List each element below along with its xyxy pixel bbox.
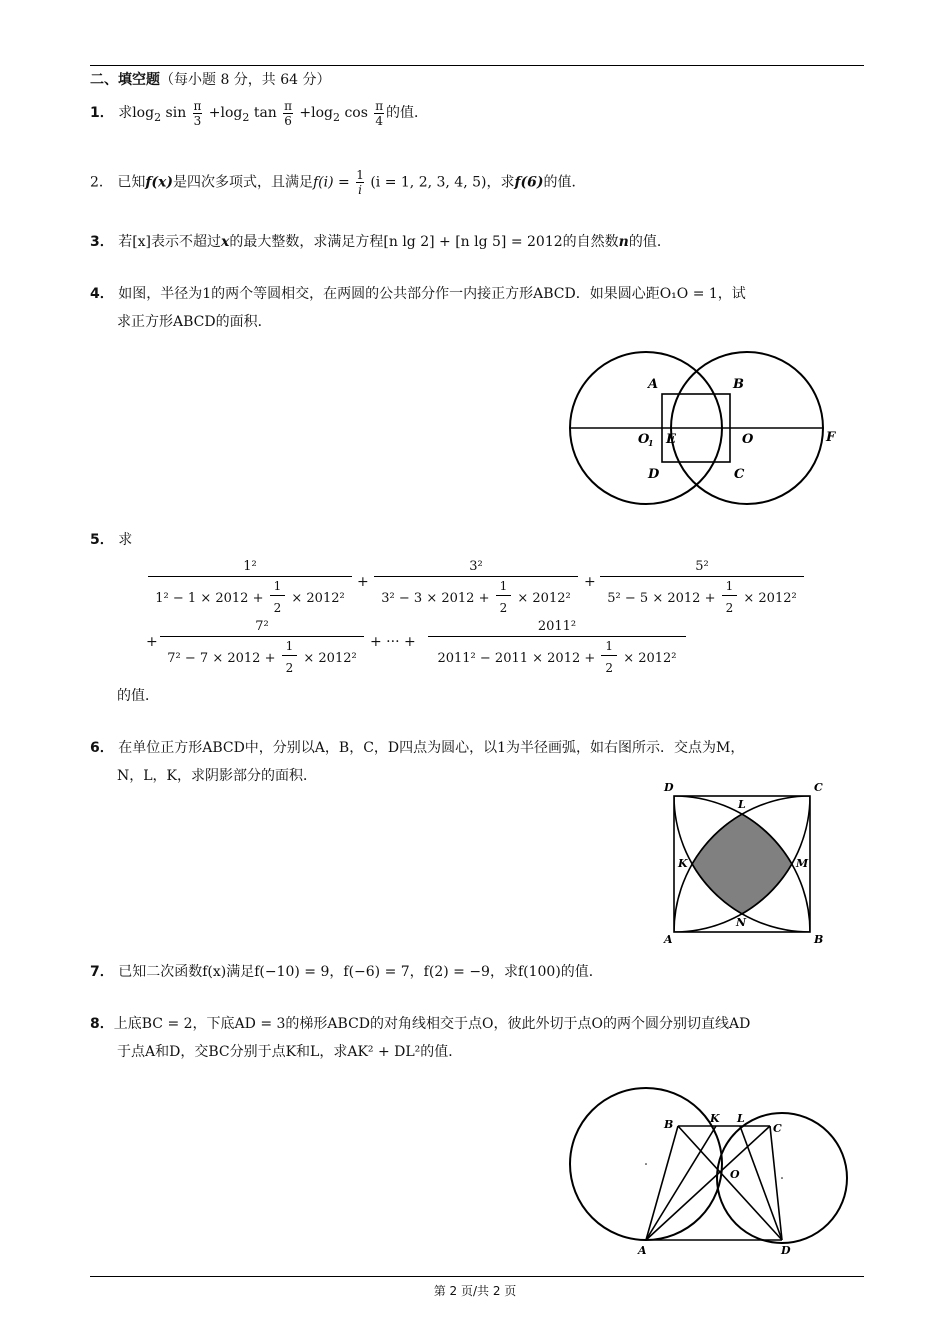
q5-t3-den-b: × 2012²: [517, 591, 571, 606]
half-d: 2: [496, 595, 512, 620]
q4-line-2: 求正方形ABCD的面积．: [117, 314, 272, 330]
q5-term-5: [600, 558, 804, 620]
question-4-cont: [117, 312, 272, 332]
label-c: C: [814, 781, 823, 794]
half-d: 2: [270, 595, 286, 620]
label-n: N: [736, 916, 747, 929]
q2-fx: f(x): [145, 174, 173, 191]
figure-trapezoid-circles: [560, 1086, 860, 1262]
half-n: 1: [725, 579, 734, 593]
q2-f6: f(6): [514, 174, 544, 191]
question-1: [90, 98, 428, 138]
q5-t1-half: [270, 577, 286, 620]
q2-mid: 是四次多项式，且满足: [173, 174, 313, 191]
q5-tn-den-b: × 2012²: [623, 651, 677, 666]
q1-frac-pi-6: [283, 99, 293, 128]
q3-text-c: 的自然数: [562, 234, 619, 250]
q1-cos: cos: [344, 105, 368, 121]
q1-plus-2: +: [299, 105, 312, 121]
q5-t5-half: [722, 577, 738, 620]
q2-pre: 已知: [117, 174, 146, 191]
section-title: 二、填空题: [90, 72, 160, 88]
label-e: E: [666, 432, 676, 447]
half-n: 1: [499, 579, 508, 593]
label-d: D: [648, 467, 660, 482]
half-n: 1: [285, 639, 294, 653]
q2-frac: [356, 168, 364, 197]
label-o: O: [742, 432, 754, 447]
q5-t7-den: [160, 636, 364, 680]
q5-term-3: [374, 558, 578, 620]
q3-text-b: 的最大整数，求满足方程: [229, 234, 384, 250]
label-l: L: [738, 798, 746, 811]
label-d: D: [664, 781, 674, 794]
q5-t3-num: 3²: [469, 559, 483, 574]
q5-pre: 求: [118, 532, 133, 548]
q4-line-1: 如图，半径为1的两个等圆相交，在两圆的公共部分作一内接正方形ABCD．如果圆心距O₁O = 1，试: [118, 286, 746, 302]
center-dot-right: [781, 1177, 783, 1179]
line-ak: [646, 1126, 716, 1240]
line-ac: [646, 1126, 770, 1240]
q3-number: 3．: [90, 234, 114, 250]
question-7: [90, 962, 603, 982]
q1-pi-2: π: [284, 98, 293, 113]
q2-fi: f(i) =: [313, 174, 350, 191]
q3-x: x: [221, 234, 230, 250]
q1-number: 1．: [90, 105, 114, 121]
q5-number: 5．: [90, 532, 114, 548]
label-o: O: [730, 1168, 740, 1181]
q1-den-4: 4: [375, 113, 383, 128]
figure-two-circles: [560, 338, 850, 518]
q1-post: 的值．: [386, 105, 428, 121]
question-2: [90, 168, 586, 204]
label-a: A: [664, 933, 673, 946]
q6-line-2: N，L，K，求阴影部分的面积．: [117, 768, 318, 784]
q5-t7-num: 7²: [255, 619, 269, 634]
q7-text: 已知二次函数f(x)满足f(−10) = 9，f(−6) = 7，f(2) = −9，求f(100)的值．: [118, 964, 603, 980]
q2-number: 2．: [90, 174, 113, 191]
q1-den-3: 3: [193, 113, 202, 128]
q1-frac-pi-4: [374, 99, 384, 128]
q5-t5-num: 5²: [695, 559, 709, 574]
q5-t3-den-a: 3² − 3 × 2012 +: [381, 591, 490, 606]
section-note: （每小题 8 分，共 64 分）: [160, 72, 331, 88]
q5-tn-num: 2011²: [537, 619, 577, 634]
half-n: 1: [273, 579, 282, 593]
q1-frac-pi-3: [193, 99, 203, 128]
q2-frac-den: i: [358, 183, 362, 197]
q2-cond: (i = 1, 2, 3, 4, 5)，求: [370, 174, 515, 191]
top-rule: [90, 65, 864, 66]
label-o1-sub: 1: [648, 438, 654, 448]
q5-term-1: [148, 558, 352, 620]
label-k: K: [710, 1112, 720, 1125]
q5-post: 的值．: [117, 688, 159, 704]
question-5: [90, 530, 132, 550]
q5-t1-num: 1²: [243, 559, 257, 574]
q5-t5-den-a: 5² − 5 × 2012 +: [607, 591, 716, 606]
q5-plus-1: +: [357, 574, 369, 590]
q1-sub-3: 2: [332, 110, 340, 124]
q3-equation: [n lg 2] + [n lg 5] = 2012: [383, 234, 563, 250]
q1-plus-1: +: [208, 105, 221, 121]
q5-tn-half: [601, 637, 617, 680]
q7-number: 7．: [90, 964, 114, 980]
q1-sub-1: 2: [154, 110, 162, 124]
q5-tn-den: [428, 636, 686, 680]
half-d: 2: [722, 595, 738, 620]
label-o1: O: [638, 432, 650, 447]
q5-t1-den: [148, 576, 352, 620]
label-l: L: [737, 1112, 745, 1125]
q5-t1-den-a: 1² − 1 × 2012 +: [155, 591, 264, 606]
q2-frac-num: 1: [356, 168, 364, 182]
q5-t7-half: [282, 637, 298, 680]
q1-den-6: 6: [284, 113, 292, 128]
q8-number: 8．: [90, 1016, 114, 1032]
question-4: [90, 284, 746, 304]
center-dot-left: [645, 1163, 647, 1165]
label-c: C: [773, 1122, 782, 1135]
q5-t3-den: [374, 576, 578, 620]
figure-square-arcs: [656, 778, 832, 948]
q1-tan: tan: [253, 105, 277, 121]
q5-plus-3: +: [146, 634, 158, 650]
q8-line-2: 于点A和D，交BC分别于点K和L，求AK² + DL²的值．: [117, 1044, 463, 1060]
question-6: [90, 738, 744, 758]
q1-pi-3: π: [375, 98, 384, 113]
q6-line-1: 在单位正方形ABCD中，分别以A，B，C，D四点为圆心，以1为半径画弧，如右图所示．交点为M，: [118, 740, 745, 756]
q5-dots: + ··· +: [370, 634, 416, 650]
q5-term-7: [160, 618, 364, 680]
label-k: K: [678, 857, 688, 870]
q1-text: 求: [118, 105, 133, 121]
q5-tn-den-a: 2011² − 2011 × 2012 +: [437, 651, 596, 666]
label-m: M: [796, 857, 809, 870]
half-n: 1: [605, 639, 614, 653]
q5-t1-den-b: × 2012²: [291, 591, 345, 606]
q8-line-1: 上底BC = 2，下底AD = 3的梯形ABCD的对角线相交于点O，彼此外切于点O的两个圆分别切直线AD: [113, 1016, 751, 1032]
q3-post: 的值．: [628, 234, 671, 250]
q4-number: 4．: [90, 286, 114, 302]
q2-post: 的值．: [543, 174, 586, 191]
q5-plus-2: +: [584, 574, 596, 590]
q3-n: n: [618, 234, 629, 250]
q1-log-1: log: [132, 105, 155, 121]
label-a: A: [648, 377, 659, 392]
section-header: [90, 70, 331, 90]
q1-log-3: log: [311, 105, 333, 121]
label-b: B: [733, 377, 744, 392]
q1-pi-1: π: [193, 98, 202, 113]
q1-sin: sin: [165, 105, 187, 121]
q3-text-a: 若[x]表示不超过: [118, 234, 222, 250]
q5-t5-den-b: × 2012²: [743, 591, 797, 606]
q1-sub-2: 2: [242, 110, 250, 124]
line-ab: [646, 1126, 678, 1240]
half-d: 2: [601, 655, 617, 680]
label-a: A: [638, 1244, 647, 1257]
q5-t7-den-a: 7² − 7 × 2012 +: [167, 651, 276, 666]
bottom-rule: [90, 1276, 864, 1277]
shaded-region: [692, 814, 792, 914]
question-8: [90, 1014, 750, 1034]
label-f: F: [826, 430, 836, 445]
q5-t5-den: [600, 576, 804, 620]
q1-log-2: log: [220, 105, 243, 121]
label-b: B: [664, 1118, 674, 1131]
page-footer: 第 2 页/共 2 页: [433, 1284, 517, 1298]
question-3: [90, 232, 671, 252]
q6-number: 6．: [90, 740, 114, 756]
q5-term-last: [428, 618, 686, 680]
label-d: D: [781, 1244, 791, 1257]
question-6-cont: [117, 766, 317, 786]
label-b: B: [814, 933, 824, 946]
label-c: C: [734, 467, 745, 482]
q5-t7-den-b: × 2012²: [303, 651, 357, 666]
half-d: 2: [282, 655, 298, 680]
question-8-cont: [117, 1042, 462, 1062]
q5-t3-half: [496, 577, 512, 620]
